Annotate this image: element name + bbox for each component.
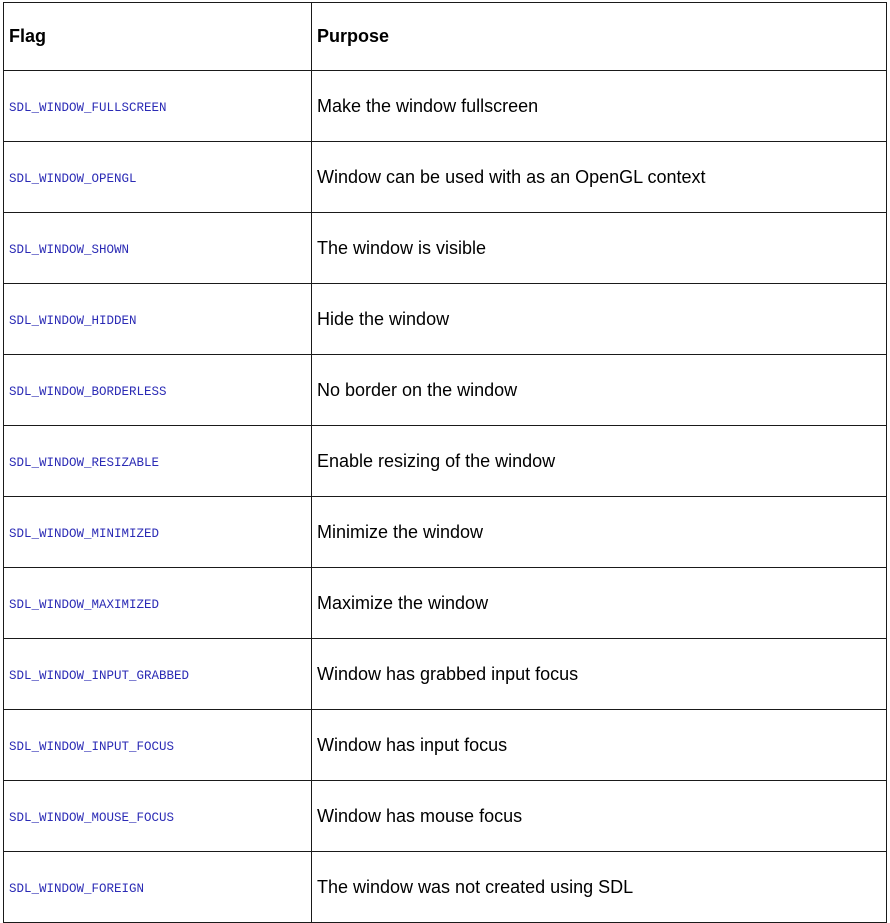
purpose-cell: Window has input focus [312,710,887,781]
flag-cell: SDL_WINDOW_INPUT_GRABBED [4,639,312,710]
flag-cell: SDL_WINDOW_HIDDEN [4,284,312,355]
flag-cell: SDL_WINDOW_OPENGL [4,142,312,213]
flag-cell: SDL_WINDOW_MINIMIZED [4,497,312,568]
flag-column-header: Flag [4,3,312,71]
purpose-cell: Window has mouse focus [312,781,887,852]
flag-cell: SDL_WINDOW_FOREIGN [4,852,312,923]
flag-cell: SDL_WINDOW_MOUSE_FOCUS [4,781,312,852]
purpose-cell: Make the window fullscreen [312,71,887,142]
table-row [4,568,887,639]
flag-cell: SDL_WINDOW_BORDERLESS [4,355,312,426]
table-header-row [4,3,887,71]
table-row [4,142,887,213]
purpose-cell: Window has grabbed input focus [312,639,887,710]
table-row [4,213,887,284]
purpose-cell: Window can be used with as an OpenGL context [312,142,887,213]
flag-cell: SDL_WINDOW_FULLSCREEN [4,71,312,142]
table-row [4,355,887,426]
flag-cell: SDL_WINDOW_RESIZABLE [4,426,312,497]
sdl-window-flags-table [3,2,887,923]
table-row [4,284,887,355]
purpose-cell: Enable resizing of the window [312,426,887,497]
purpose-cell: The window was not created using SDL [312,852,887,923]
table-row [4,781,887,852]
purpose-cell: No border on the window [312,355,887,426]
purpose-cell: Minimize the window [312,497,887,568]
purpose-cell: The window is visible [312,213,887,284]
flag-cell: SDL_WINDOW_MAXIMIZED [4,568,312,639]
purpose-cell: Hide the window [312,284,887,355]
table-row [4,852,887,923]
table-row [4,710,887,781]
table-row [4,497,887,568]
purpose-cell: Maximize the window [312,568,887,639]
table-row [4,426,887,497]
table-row [4,71,887,142]
flag-cell: SDL_WINDOW_INPUT_FOCUS [4,710,312,781]
flag-cell: SDL_WINDOW_SHOWN [4,213,312,284]
table-row [4,639,887,710]
purpose-column-header: Purpose [312,3,887,71]
